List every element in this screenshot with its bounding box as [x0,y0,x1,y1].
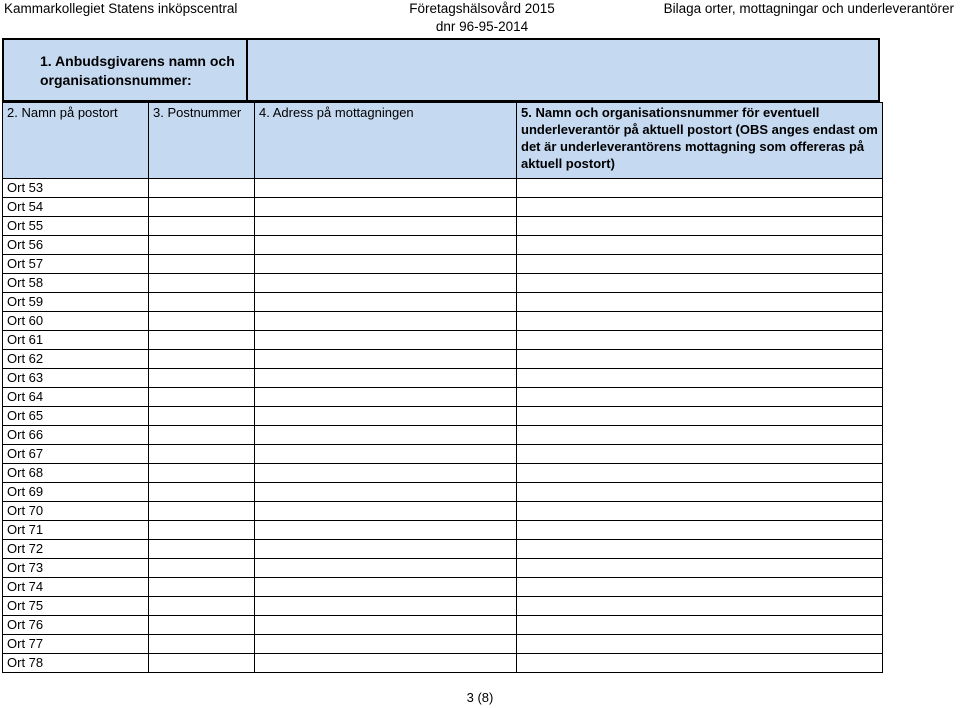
adress-cell[interactable] [255,312,517,331]
adress-cell[interactable] [255,654,517,673]
postnummer-cell[interactable] [149,654,255,673]
adress-cell[interactable] [255,559,517,578]
table-row [3,502,883,521]
table-row [3,293,883,312]
postnummer-cell[interactable] [149,578,255,597]
adress-cell[interactable] [255,502,517,521]
ort-label: Ort 53 [3,179,149,198]
postnummer-cell[interactable] [149,312,255,331]
table-row [3,559,883,578]
adress-cell[interactable] [255,350,517,369]
table-row [3,635,883,654]
col-header-underleverantor: 5. Namn och organisationsnummer för eventuell underleverantör på aktuell postort (OBS anges endast om det är underleverantörens mottagning som offereras på aktuell postort) [517,103,883,179]
underleverantor-cell[interactable] [517,635,883,654]
underleverantor-cell[interactable] [517,540,883,559]
ort-label: Ort 76 [3,616,149,635]
ort-label: Ort 67 [3,445,149,464]
ort-label: Ort 63 [3,369,149,388]
table-body [3,179,883,673]
adress-cell[interactable] [255,331,517,350]
table-header-row [3,103,883,179]
ort-label: Ort 71 [3,521,149,540]
ort-label: Ort 72 [3,540,149,559]
underleverantor-cell[interactable] [517,255,883,274]
ort-label: Ort 77 [3,635,149,654]
postnummer-cell[interactable] [149,502,255,521]
ort-label: Ort 60 [3,312,149,331]
underleverantor-cell[interactable] [517,312,883,331]
postnummer-cell[interactable] [149,483,255,502]
postnummer-cell[interactable] [149,616,255,635]
adress-cell[interactable] [255,255,517,274]
table-row [3,616,883,635]
underleverantor-cell[interactable] [517,236,883,255]
table-row [3,331,883,350]
underleverantor-cell[interactable] [517,483,883,502]
adress-cell[interactable] [255,293,517,312]
postnummer-cell[interactable] [149,369,255,388]
postnummer-cell[interactable] [149,198,255,217]
postnummer-cell[interactable] [149,559,255,578]
ort-label: Ort 73 [3,559,149,578]
adress-cell[interactable] [255,274,517,293]
col-header-adress: 4. Adress på mottagningen [255,103,517,179]
underleverantor-cell[interactable] [517,179,883,198]
underleverantor-cell[interactable] [517,274,883,293]
adress-cell[interactable] [255,388,517,407]
ort-label: Ort 62 [3,350,149,369]
ort-label: Ort 64 [3,388,149,407]
underleverantor-cell[interactable] [517,198,883,217]
adress-cell[interactable] [255,578,517,597]
ort-label: Ort 69 [3,483,149,502]
table-row [3,350,883,369]
adress-cell[interactable] [255,521,517,540]
underleverantor-cell[interactable] [517,293,883,312]
table-row [3,426,883,445]
underleverantor-cell[interactable] [517,388,883,407]
postnummer-cell[interactable] [149,255,255,274]
adress-cell[interactable] [255,483,517,502]
ort-label: Ort 54 [3,198,149,217]
ort-label: Ort 78 [3,654,149,673]
table-row [3,369,883,388]
ort-label: Ort 59 [3,293,149,312]
underleverantor-cell[interactable] [517,331,883,350]
ort-label: Ort 74 [3,578,149,597]
adress-cell[interactable] [255,635,517,654]
table-row [3,198,883,217]
page-number: 3 (8) [466,690,494,705]
postnummer-cell[interactable] [149,407,255,426]
header-left: Kammarkollegiet Statens inköpscentral [4,1,238,16]
postnummer-cell[interactable] [149,426,255,445]
ort-label: Ort 70 [3,502,149,521]
table-row [3,407,883,426]
adress-cell[interactable] [255,369,517,388]
header-right: Bilaga orter, mottagningar och underleverantörer [663,1,954,16]
header-center-dnr: dnr 96-95-2014 [435,19,529,34]
underleverantor-cell[interactable] [517,521,883,540]
postnummer-cell[interactable] [149,597,255,616]
table-row [3,274,883,293]
postnummer-cell[interactable] [149,521,255,540]
postnummer-cell[interactable] [149,388,255,407]
ort-label: Ort 68 [3,464,149,483]
table-row [3,445,883,464]
postnummer-cell[interactable] [149,179,255,198]
table-row [3,597,883,616]
postnummer-cell[interactable] [149,464,255,483]
postnummer-cell[interactable] [149,445,255,464]
postnummer-cell[interactable] [149,350,255,369]
postnummer-cell[interactable] [149,635,255,654]
table-row [3,255,883,274]
table-row [3,388,883,407]
ort-label: Ort 65 [3,407,149,426]
adress-cell[interactable] [255,236,517,255]
table-row [3,179,883,198]
bidder-name-field[interactable] [248,38,880,102]
adress-cell[interactable] [255,426,517,445]
ort-label: Ort 58 [3,274,149,293]
adress-cell[interactable] [255,464,517,483]
header-center [392,0,572,38]
adress-cell[interactable] [255,616,517,635]
table-row [3,654,883,673]
underleverantor-cell[interactable] [517,217,883,236]
postnummer-cell[interactable] [149,274,255,293]
underleverantor-cell[interactable] [517,464,883,483]
underleverantor-cell[interactable] [517,616,883,635]
adress-cell[interactable] [255,445,517,464]
underleverantor-cell[interactable] [517,502,883,521]
table-row [3,312,883,331]
adress-cell[interactable] [255,597,517,616]
adress-cell[interactable] [255,198,517,217]
table-row [3,483,883,502]
table-row [3,578,883,597]
bidder-name-label: 1. Anbudsgivarens namn och organisationsnummer: [2,38,248,102]
header-center-title: Företagshälsovård 2015 [409,1,555,16]
postnummer-cell[interactable] [149,540,255,559]
underleverantor-cell[interactable] [517,426,883,445]
ort-label: Ort 55 [3,217,149,236]
locations-table [2,102,883,673]
underleverantor-cell[interactable] [517,559,883,578]
table-row [3,521,883,540]
table-row [3,464,883,483]
ort-label: Ort 66 [3,426,149,445]
postnummer-cell[interactable] [149,236,255,255]
table-row [3,217,883,236]
ort-label: Ort 61 [3,331,149,350]
postnummer-cell[interactable] [149,293,255,312]
underleverantor-cell[interactable] [517,578,883,597]
adress-cell[interactable] [255,217,517,236]
postnummer-cell[interactable] [149,217,255,236]
underleverantor-cell[interactable] [517,369,883,388]
adress-cell[interactable] [255,179,517,198]
table-row [3,540,883,559]
ort-label: Ort 75 [3,597,149,616]
col-header-postort: 2. Namn på postort [3,103,149,179]
adress-cell[interactable] [255,540,517,559]
underleverantor-cell[interactable] [517,597,883,616]
table-row [3,236,883,255]
underleverantor-cell[interactable] [517,407,883,426]
underleverantor-cell[interactable] [517,654,883,673]
underleverantor-cell[interactable] [517,350,883,369]
ort-label: Ort 56 [3,236,149,255]
postnummer-cell[interactable] [149,331,255,350]
adress-cell[interactable] [255,407,517,426]
col-header-postnummer: 3. Postnummer [149,103,255,179]
underleverantor-cell[interactable] [517,445,883,464]
ort-label: Ort 57 [3,255,149,274]
